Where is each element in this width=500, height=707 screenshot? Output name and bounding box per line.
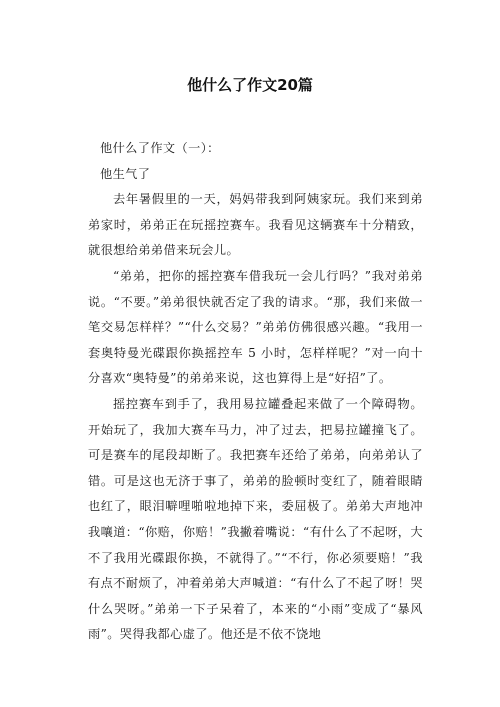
paragraph-3: 摇控赛车到手了，我用易拉罐叠起来做了一个障碍物。开始玩了，我加大赛车马力，冲了过去，把易拉罐撞飞了。可是赛车的尾段却断了。我把赛车还给了弟弟，向弟弟认了错。可是这也无济于事了，弟弟的脸顿时变红了，随着眼睛也红了，眼泪噼哩啪啦地掉下来，委屈极了。弟弟大声地冲我嚷道：“你赔，你赔！”我撇着嘴说：“有什么了不起呀，大不了我用光碟跟你换，不就得了。”“不行，你必须要赔！”我有点不耐烦了，冲着弟弟大声喊道：“有什么了不起了呀！哭什么哭呀。”弟弟一下子呆着了，本来的“小雨”变成了“暴风雨”。哭得我都心虚了。他还是不依不饶地	[88, 396, 423, 642]
paragraph-2: “弟弟，把你的摇控赛车借我玩一会儿行吗？”我对弟弟说。“不要。”弟弟很快就否定了我的请求。“那，我们来做一笔交易怎样样？”“什么交易？”弟弟仿佛很感兴趣。“我用一套奥特曼光碟跟你换摇控车 5 小时，怎样样呢？”对一向十分喜欢“奥特曼”的弟弟来说，这也算得上是“好招”了。	[88, 268, 423, 386]
paragraph-1: 去年暑假里的一天，妈妈带我到阿姨家玩。我们来到弟弟家时，弟弟正在玩摇控赛车。我看见这辆赛车十分精致，就很想给弟弟借来玩会儿。	[88, 192, 423, 258]
essay-subtitle: 他生气了	[100, 166, 151, 181]
document-body	[88, 136, 423, 648]
document-title: 他什么了作文20篇	[187, 76, 313, 94]
section-heading: 他什么了作文（一）：	[100, 141, 220, 155]
